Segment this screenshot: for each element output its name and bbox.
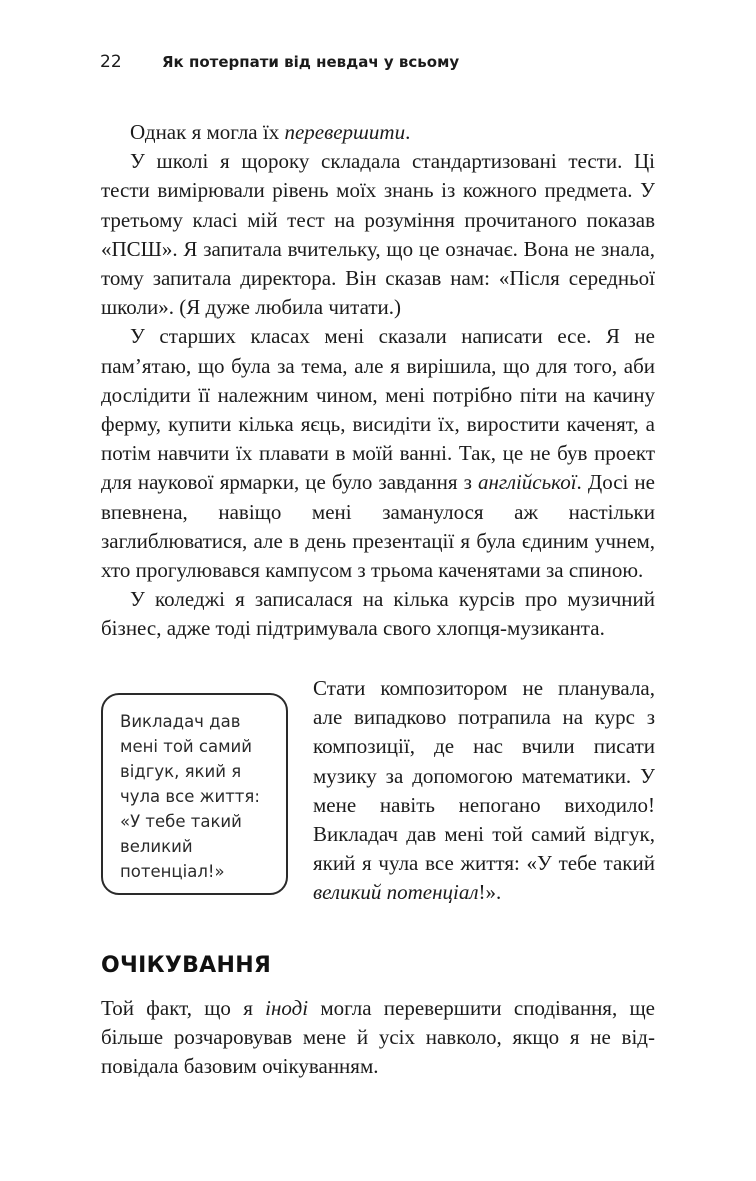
section-paragraph-1-text: Той факт, що я — [101, 996, 266, 1020]
paragraph-4-start: У коледжі я записалася на кілька курсів про музичний бізнес, адже тоді підтримувала свого хлопця-музиканта. — [101, 587, 655, 641]
paragraph-4-continued — [313, 674, 655, 908]
paragraph-3-text: У старших класах мені сказали написати есе. Я не пам’ятаю, що була за тема, але я вирішила, що для того, аби дослідити її належним чином, мені потрібно піти на качину ферму, купити кілька яєць, висидіти їх, виростити каченят, а потім навчити їх плавати в моїй ванні. Так, це не був проект для наукової ярмарки, це було завдання з — [101, 324, 655, 495]
section-paragraph-1-emphasis: іноді — [265, 996, 309, 1020]
paragraph-4-rest-text: Стати композитором не планувала, але випадково потрапила на курс з композиції, де нас вчили писати музику за допомогою математики. У мене навіть непогано виходило! Викладач дав мені той самий відгук, який я чула все життя: «У тебе такий — [313, 676, 655, 876]
main-text — [101, 118, 655, 644]
paragraph-3 — [101, 322, 655, 585]
paragraph-4-end: !». — [478, 880, 502, 905]
paragraph-2: У школі я щороку складала стандартизовані тести. Ці тести вимірювали рівень моїх знань із кожного предмета. У третьому класі мій тест на розуміння прочитаного показав «ПСШ». Я запитала вчительку, що це означає. Вона не знала, тому запитала директора. Він сказав нам: «Після середньої школи». (Я дуже любила читати.) — [101, 149, 655, 320]
section-text — [101, 994, 655, 1082]
paragraph-3-emphasis: англійської — [477, 470, 577, 495]
running-title: Як потерпати від невдач у всьому — [162, 53, 460, 71]
paragraph-4-emphasis: великий потенціал — [313, 880, 479, 905]
section-paragraph-1 — [101, 994, 655, 1082]
section-paragraph-1-end: могла перевершити сподівання, ще більше розчаровував мене й усіх навколо, якщо я не відповідала базовим очікуванням. — [101, 996, 655, 1079]
pull-quote-text: Викладач дав мені той самий відгук, який я чула все життя: «У тебе такий великий потенціал!» — [120, 712, 260, 881]
paragraph-1-text: Однак я могла їх — [130, 120, 285, 144]
section-heading: ОЧІКУВАННЯ — [101, 953, 272, 978]
page-header — [100, 52, 459, 72]
page-number: 22 — [100, 52, 122, 72]
paragraph-3-end: . Досі не впевнена, навіщо мені заманулося аж настільки заглиблюватися, але в день презентації я була єдиним учнем, хто прогулювався кампусом з трьома каченятами за спиною. — [101, 470, 655, 583]
paragraph-1-emphasis: перевершити — [284, 120, 406, 144]
paragraph-4-rest — [313, 674, 655, 908]
paragraph-1 — [101, 118, 655, 147]
pull-quote-box — [101, 693, 288, 895]
paragraph-1-end: . — [405, 120, 411, 144]
